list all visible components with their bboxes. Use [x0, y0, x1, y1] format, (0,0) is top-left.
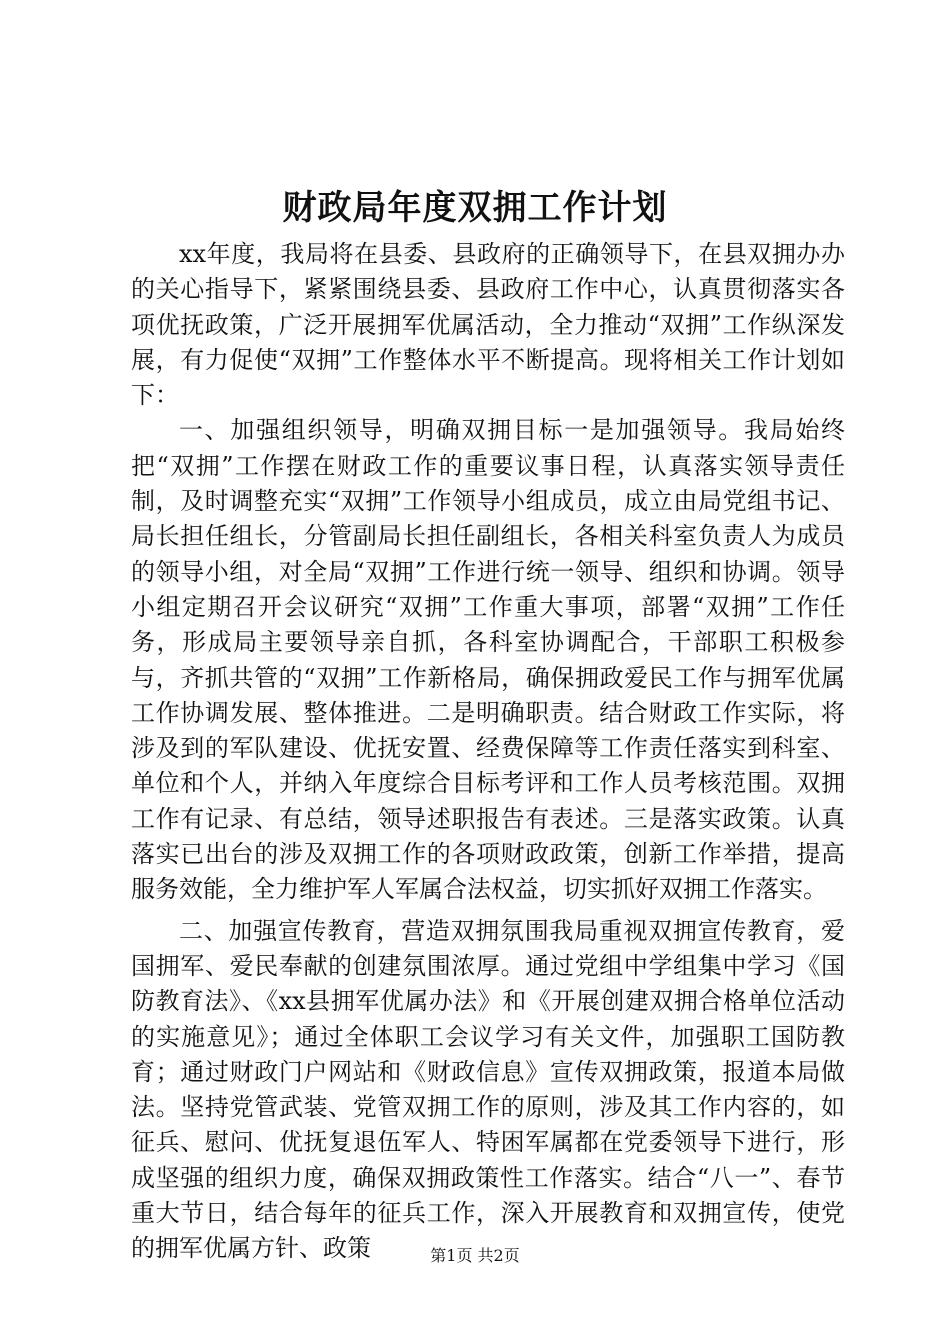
- document-title: 财政局年度双拥工作计划: [282, 188, 668, 228]
- paragraph-intro: xx年度，我局将在县委、县政府的正确领导下，在县双拥办办的关心指导下，紧紧围绕县委、县政府工作中心，认真贯彻落实各项优抚政策，广泛开展拥军优属活动，全力推动“双拥”工作纵深发展，有力促使“双拥”工作整体水平不断提高。现将相关工作计划如下：: [131, 240, 845, 410]
- paragraph-section-one: 一、加强组织领导，明确双拥目标一是加强领导。我局始终把“双拥”工作摆在财政工作的重要议事日程，认真落实领导责任制，及时调整充实“双拥”工作领导小组成员，成立由局党组书记、局长担任组长，分管副局长担任副组长，各相关科室负责人为成员的领导小组，对全局“双拥”工作进行统一领导、组织和协调。领导小组定期召开会议研究“双拥”工作重大事项，部署“双拥”工作任务，形成局主要领导亲自抓，各科室协调配合，干部职工积极参与，齐抓共管的“双拥”工作新格局，确保拥政爱民工作与拥军优属工作协调发展、整体推进。二是明确职责。结合财政工作实际，将涉及到的军队建设、优抚安置、经费保障等工作责任落实到科室、单位和个人，并纳入年度综合目标考评和工作人员考核范围。双拥工作有记录、有总结，领导述职报告有表述。三是落实政策。认真落实已出台的涉及双拥工作的各项财政政策，创新工作举措，提高服务效能，全力维护军人军属合法权益，切实抓好双拥工作落实。: [131, 416, 845, 904]
- page-footer: 第1页 共2页: [430, 1246, 520, 1265]
- document-body: [131, 237, 845, 1267]
- paragraph-section-two: 二、加强宣传教育，营造双拥氛围我局重视双拥宣传教育，爱国拥军、爱民奉献的创建氛围浓厚。通过党组中学组集中学习《国防教育法》、《xx县拥军优属办法》和《开展创建双拥合格单位活动的实施意见》；通过全体职工会议学习有关文件，加强职工国防教育；通过财政门户网站和《财政信息》宣传双拥政策，报道本局做法。坚持党管武装、党管双拥工作的原则，涉及其工作内容的，如征兵、慰问、优抚复退伍军人、特困军属都在党委领导下进行，形成坚强的组织力度，确保双拥政策性工作落实。结合“八一”、春节重大节日，结合每年的征兵工作，深入开展教育和双拥宣传，使党的拥军优属方针、政策: [131, 916, 845, 1263]
